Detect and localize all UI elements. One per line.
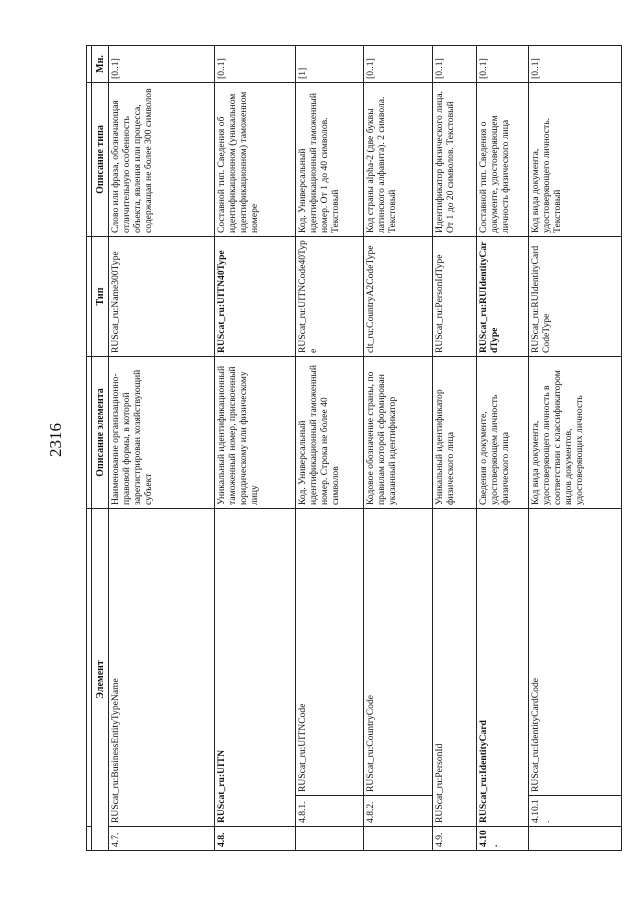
header-element-description: Описание элемента (92, 357, 109, 509)
table-row (432, 46, 476, 851)
multiplicity: [0..1] (214, 46, 295, 83)
header-multiplicity: Мн. (92, 46, 109, 83)
page-number: 2316 (46, 423, 65, 457)
rotated-table-frame (86, 46, 622, 851)
type-description: Код страны alpha-2 (две буквы латинского алфавита). 2 символа. Текстовый (364, 83, 432, 237)
element-description: Код вида документа, удостоверяющего личность в соответствии с классификатором видов документов, удостоверяющих личность (529, 357, 622, 509)
element-description: Наименование организационно-правовой формы, в которой зарегистрирован хозяйствующий субъект (109, 357, 215, 509)
element-description: Уникальный идентификационный таможенный номер, присвоенный юридическому или физическому лицу (214, 357, 295, 509)
type-name: RUScat_ru:PersonIdType (432, 237, 476, 357)
type-name: RUScat_ru:Name300Type (109, 237, 215, 357)
element-description: Код. Универсальный идентификационный таможенный номер. Строка не более 40 символов (296, 357, 364, 509)
element-name: RUScat_ru:CountryCode (365, 695, 377, 792)
element-name: RUScat_ru:UITN (214, 509, 295, 827)
element-name: RUScat_ru:IdentityCard (476, 509, 529, 827)
type-name: RUScat_ru:RUIdentityCardCodeType (529, 237, 622, 357)
element-name: RUScat_ru:BusinessEntityTypeName (109, 509, 215, 827)
type-description: Составной тип. Сведения об идентификационном (уникальном идентификационном) таможенном номере (214, 83, 295, 237)
element-table (86, 45, 622, 851)
type-description: Код. Универсальный идентификационный таможенный номер. От 1 до 40 символов. Текстовый (296, 83, 364, 237)
table-row (476, 46, 529, 851)
type-description: Слово или фраза, обозначающая отличительную особенность объекта, явления или процесса, содержащая не более 300 символов (109, 83, 215, 237)
table-row (529, 46, 622, 851)
element-name: RUScat_ru:UITNCode (297, 703, 309, 792)
row-number: 4.10.1. (529, 795, 621, 826)
element-description: Кодовое обозначение страны, по правилам которой сформирован указанный идентификатор (364, 357, 432, 509)
multiplicity: [0..1] (109, 46, 215, 83)
row-number: 4.8.2. (364, 795, 431, 826)
row-number: 4.9. (432, 827, 476, 851)
multiplicity: [0..1] (432, 46, 476, 83)
table-row (214, 46, 295, 851)
multiplicity: [1] (296, 46, 364, 83)
element-description: Сведения о документе, удостоверяющем личность физического лица (476, 357, 529, 509)
header-element: Элемент (92, 509, 109, 851)
table-container (86, 46, 622, 851)
type-name: clt_ru:CountryA2CodeType (364, 237, 432, 357)
type-description: Составной тип. Сведения о документе, удостоверяющем личность физического лица (476, 83, 529, 237)
row-number: 4.8.1. (296, 795, 363, 826)
table-row (296, 46, 364, 851)
element-name: RUScat_ru:IdentityCardCode (530, 677, 542, 792)
type-name: RUScat_ru:UITNCode40Type (296, 237, 364, 357)
header-type: Тип (92, 237, 109, 357)
table-row (364, 46, 432, 851)
row-number: 4.7. (109, 827, 215, 851)
multiplicity: [0..1] (529, 46, 622, 83)
table-row (109, 46, 215, 851)
element-name: RUScat_ru:PersonId (432, 509, 476, 827)
row-number: 4.10. (476, 827, 529, 851)
header-type-description: Описание типа (92, 83, 109, 237)
type-name: RUScat_ru:RUIdentityCardType (476, 237, 529, 357)
row-number: 4.8. (214, 827, 295, 851)
multiplicity: [0..1] (476, 46, 529, 83)
type-description: Идентификатор физического лица. От 1 до 20 символов. Текстовый (432, 83, 476, 237)
type-name: RUScat_ru:UITN40Type (214, 237, 295, 357)
type-description: Код вида документа, удостоверяющего личность. Текстовый (529, 83, 622, 237)
element-description: Уникальный идентификатор физического лица (432, 357, 476, 509)
multiplicity: [0..1] (364, 46, 432, 83)
header-row (92, 46, 109, 851)
